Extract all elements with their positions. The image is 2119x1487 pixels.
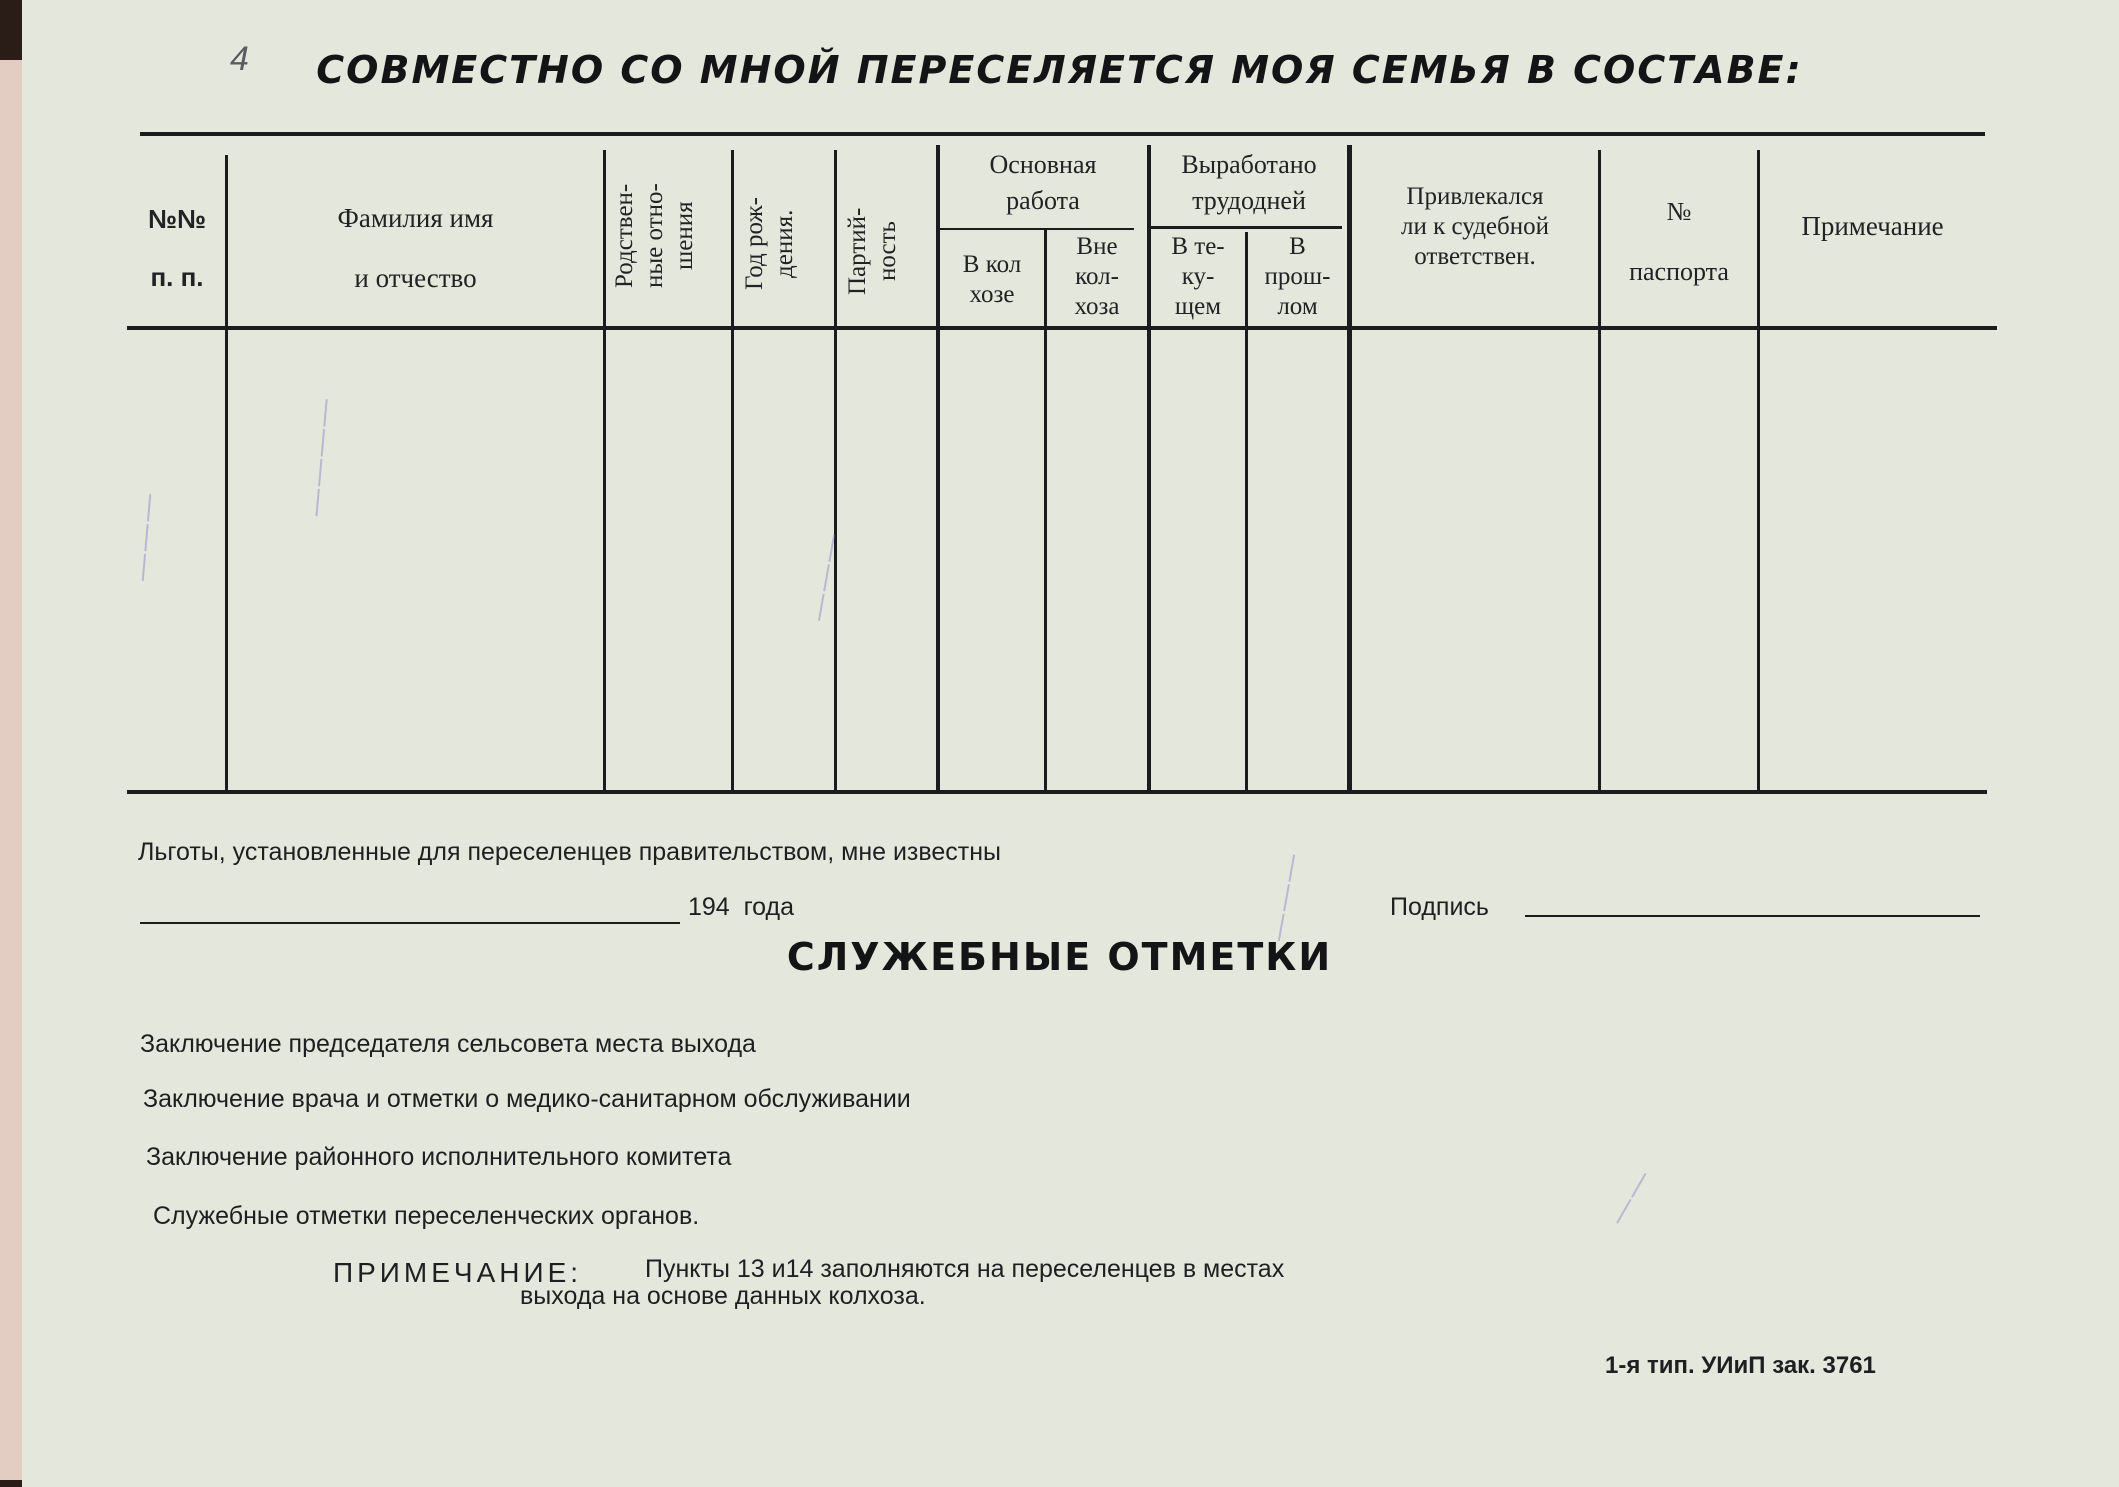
header-main-work: Основная работа — [989, 150, 1097, 215]
header-party: Партий- ность — [844, 207, 901, 295]
header-current: В те- ку- щем — [1171, 233, 1225, 320]
col-sep-2 — [603, 150, 606, 790]
signature-label: Подпись — [1390, 893, 1489, 921]
doctor-conclusion: Заключение врача и отметки о медико-санитарном обслуживании — [143, 1085, 911, 1113]
note-text-2: выхода на основе данных колхоза. — [520, 1282, 926, 1310]
faint-stamp-mark: ——— — [123, 491, 167, 584]
faint-stamp-mark: —— — [1599, 1162, 1661, 1233]
table-header-bottom-line — [127, 326, 1997, 330]
signature-line — [1525, 915, 1980, 917]
page-number: 4 — [230, 40, 249, 78]
header-in-kolkhoz: В кол хозе — [962, 251, 1022, 308]
printer-imprint: 1-я тип. УИиП зак. 3761 — [1605, 1352, 1876, 1379]
col-sep-3 — [731, 150, 734, 790]
header-name: Фамилия имя и отчество — [337, 203, 494, 293]
faint-stamp-mark: ——— — [1259, 850, 1311, 945]
table-bottom-line — [127, 790, 1987, 794]
header-relation: Родствен- ные отно- шения — [611, 183, 698, 289]
header-note: Примечание — [1801, 211, 1944, 241]
main-work-sub-line — [938, 228, 1134, 230]
note-text-1: Пункты 13 и14 заполняются на переселенцев в местах — [645, 1255, 1285, 1283]
workdays-sub-line — [1150, 226, 1342, 229]
note-label: ПРИМЕЧАНИЕ: — [333, 1257, 583, 1288]
col-sep-4 — [834, 150, 837, 790]
faint-stamp-mark: ———— — [297, 396, 343, 519]
form-title: СОВМЕСТНО СО МНОЙ ПЕРЕСЕЛЯЕТСЯ МОЯ СЕМЬЯ В СОСТАВЕ: — [316, 48, 1803, 92]
benefits-statement: Льготы, установленные для переселенцев правительством, мне известны — [138, 838, 1002, 866]
header-num: №№ п. п. — [148, 204, 206, 292]
faint-stamp-mark: ——— — [799, 530, 851, 625]
header-outside-kolkhoz: Вне кол- хоза — [1074, 233, 1120, 320]
section-title: СЛУЖЕБНЫЕ ОТМЕТКИ — [786, 935, 1333, 979]
chairman-conclusion: Заключение председателя сельсовета места выхода — [140, 1030, 756, 1058]
header-birth-year: Год рож- дения. — [741, 197, 798, 290]
year-label: 194 года — [688, 893, 795, 921]
executive-committee-conclusion: Заключение районного исполнительного комитета — [146, 1143, 732, 1171]
table-top-line — [140, 132, 1985, 136]
header-workdays: Выработано трудодней — [1181, 150, 1317, 215]
header-court: Привлекался ли к судебной ответствен. — [1401, 183, 1549, 270]
resettlement-marks: Служебные отметки переселенческих органов. — [153, 1202, 700, 1230]
col-sep-11 — [1757, 150, 1760, 790]
col-sep-5 — [936, 145, 940, 790]
header-past: В прош- лом — [1264, 233, 1331, 320]
header-passport: № паспорта — [1629, 197, 1729, 286]
date-line — [140, 922, 680, 924]
